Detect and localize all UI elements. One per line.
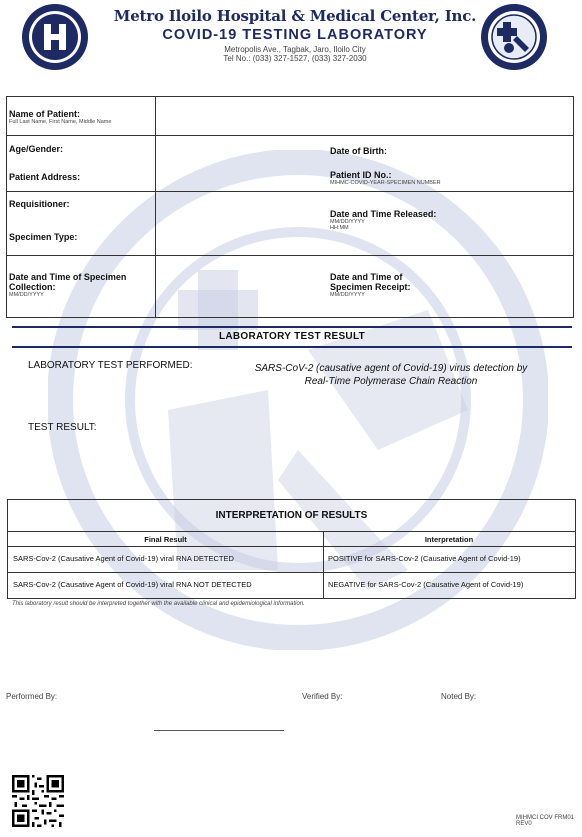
collection-hint: MM/DD/YYYY <box>9 292 44 298</box>
final-result-cell: SARS-Cov-2 (Causative Agent of Covid-19) viral RNA DETECTED <box>13 554 234 563</box>
patient-name-hint: Full Last Name, First Name, Middle Name <box>9 119 112 125</box>
row-divider <box>8 572 575 573</box>
form-code: MIHMCI COV FRM01 REV0 <box>516 815 575 827</box>
patient-name-label: Name of Patient: <box>9 109 81 119</box>
interpretation-title: INTERPRETATION OF RESULTS <box>215 510 368 521</box>
receipt-hint: MM/DD/YYYY <box>330 292 365 298</box>
row-divider <box>7 255 573 256</box>
patient-info-table <box>6 96 574 318</box>
interpretation-cell: POSITIVE for SARS-Cov-2 (Causative Agent of Covid-19) <box>328 554 521 563</box>
age-gender-label: Age/Gender: <box>9 144 64 154</box>
interpretation-table <box>7 499 576 599</box>
column-divider <box>155 97 156 317</box>
lab-name: COVID-19 TESTING LABORATORY <box>162 27 428 43</box>
telephone-line: Tel No.: (033) 327-1527, (033) 327-2030 <box>223 54 367 63</box>
requisitioner-label: Requisitioner: <box>9 199 70 209</box>
signature-line <box>154 730 284 731</box>
row-divider <box>7 135 573 136</box>
interpretation-header: Interpretation <box>424 535 474 544</box>
test-performed-label: LABORATORY TEST PERFORMED: <box>28 360 193 371</box>
hospital-address <box>100 45 490 63</box>
test-performed-line: SARS-CoV-2 (causative agent of Covid-19) virus detection by <box>254 363 528 374</box>
collection-label: Date and Time of Specimen Collection: <box>9 272 127 292</box>
final-result-cell: SARS-Cov-2 (Causative Agent of Covid-19) viral RNA NOT DETECTED <box>13 580 252 589</box>
patient-id-hint: MIHMC-COVID-YEAR-SPECIMEN NUMBER <box>330 180 441 186</box>
performed-by-label: Performed By: <box>6 692 58 701</box>
receipt-label: Date and Time of Specimen Receipt: <box>330 272 411 292</box>
dob-label: Date of Birth: <box>330 146 387 156</box>
hospital-name: Metro Iloilo Hospital & Medical Center, Inc. <box>113 7 477 25</box>
test-performed-line: Real-Time Polymerase Chain Reaction <box>304 376 478 387</box>
hospital-logo <box>20 2 90 72</box>
band-top-line <box>12 326 572 328</box>
verified-by-label: Verified By: <box>302 692 343 701</box>
specimen-type-label: Specimen Type: <box>9 232 78 242</box>
test-performed-value <box>214 362 568 388</box>
time-released-hint: HH:MM <box>330 225 349 231</box>
final-result-header: Final Result <box>144 535 187 544</box>
lab-result-title: LABORATORY TEST RESULT <box>218 331 366 342</box>
address-line: Metropolis Ave., Tagbak, Jaro, Iloilo City <box>224 45 366 54</box>
band-bottom-line <box>12 346 572 348</box>
row-divider <box>8 546 575 547</box>
date-released-hint: MM/DD/YYYY <box>330 219 365 225</box>
noted-by-label: Noted By: <box>441 692 477 701</box>
date-released-label: Date and Time Released: <box>330 209 437 219</box>
row-divider <box>7 191 573 192</box>
patient-id-label: Patient ID No.: <box>330 170 392 180</box>
test-result-label: TEST RESULT: <box>28 422 97 433</box>
interpretation-note: This laboratory result should be interpreted together with the available clinical and epidemiological information. <box>12 601 305 607</box>
row-divider <box>8 531 575 532</box>
qr-code <box>12 775 64 827</box>
interpretation-cell: NEGATIVE for SARS-Cov-2 (Causative Agent of Covid-19) <box>328 580 524 589</box>
patient-address-label: Patient Address: <box>9 172 81 182</box>
